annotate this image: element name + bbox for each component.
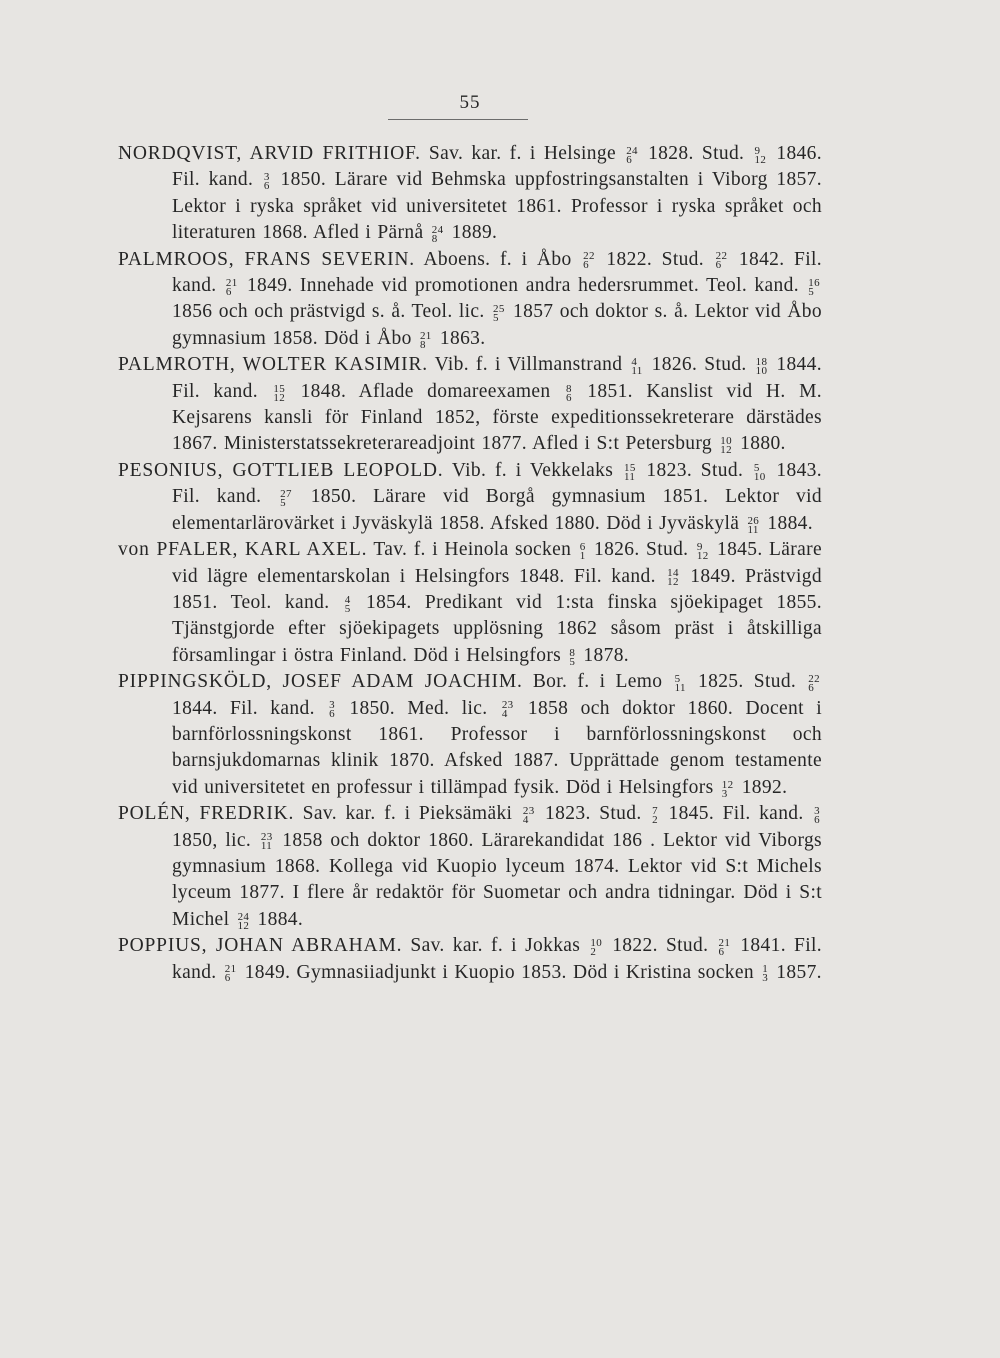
entry-name: PALMROTH, WOLTER KASIMIR.: [118, 354, 428, 376]
entry-text: 1850. Med. lic.: [337, 697, 500, 719]
date-month: 4: [522, 814, 529, 826]
date-fraction: [273, 382, 286, 404]
date-fraction: [590, 939, 602, 957]
date-fraction: [762, 965, 768, 983]
entry: [118, 247, 822, 353]
date-day: 7: [652, 805, 658, 817]
entry-text: 1850, lic.: [172, 829, 259, 851]
date-fraction: [667, 569, 679, 587]
date-fraction: [808, 672, 820, 694]
date-fraction: [502, 701, 514, 719]
date-month: 6: [626, 153, 633, 166]
date-day: 25: [492, 303, 505, 316]
page-number-rule: [388, 119, 528, 120]
entry-text: 1826. Stud.: [644, 354, 754, 376]
entry-text: 1823. Stud.: [637, 459, 752, 481]
date-day: 21: [225, 276, 238, 289]
date-month: 11: [747, 523, 759, 536]
date-fraction: [808, 276, 820, 298]
entry-text: 1841. Fil. kand.: [172, 935, 822, 983]
date-fraction: [264, 173, 270, 191]
date-fraction: [696, 540, 709, 562]
date-day: 23: [260, 831, 273, 844]
entry-text: 1828. Stud.: [639, 143, 753, 164]
entry-text: 1856 och och prästvigd s. å. Teol. lic.: [172, 301, 491, 323]
entry-text: 1851. Kanslist vid H. M. Kejsarens kansli för Finland 1852, förste expeditionssekreterare därstädes 1867. Ministerstatssekreterareadjoint 1877. Afled i S:t Petersburg: [172, 380, 822, 455]
date-day: 12: [721, 778, 734, 791]
date-fraction: [579, 540, 586, 562]
entry-text: 1842. Fil. kand.: [172, 248, 823, 297]
entry-text: 1825. Stud.: [687, 671, 807, 693]
date-fraction: [523, 807, 535, 825]
date-fraction: [716, 252, 728, 270]
date-month: 11: [623, 470, 636, 483]
date-month: 8: [419, 338, 426, 351]
date-month: 12: [696, 549, 709, 562]
date-day: 9: [696, 540, 703, 553]
date-month: 8: [431, 233, 438, 246]
entry-text: Aboens. f. i Åbo: [415, 248, 582, 270]
date-month: 12: [237, 919, 250, 932]
entry-list: [118, 141, 822, 986]
entry-text: 1892.: [735, 776, 788, 798]
entry-text: 1849. Prästvigd 1851. Teol. kand.: [172, 565, 822, 613]
entry-text: Tav. f. i Heinola socken: [367, 539, 578, 561]
date-month: 6: [225, 285, 232, 298]
date-month: 6: [718, 946, 725, 959]
date-day: 5: [674, 672, 681, 685]
date-day: 24: [626, 144, 638, 157]
date-month: 12: [667, 576, 679, 589]
entry: [118, 933, 822, 986]
entry-name: PESONIUS, GOTTLIEB LEOPOLD.: [118, 459, 444, 481]
date-fraction: [493, 305, 505, 323]
date-month: 5: [344, 602, 351, 615]
entry: [118, 801, 822, 933]
date-month: 12: [273, 391, 286, 404]
date-day: 5: [753, 461, 760, 474]
date-day: 4: [344, 593, 351, 606]
entry-text: 1857 och doktor s. å. Lektor vid Åbo gymnasium 1858. Död i Åbo: [172, 301, 822, 349]
entry-name: NORDQVIST, ARVID FRITHIOF.: [118, 143, 421, 164]
date-day: 22: [715, 250, 728, 263]
entry-text: 1846. Fil. kand.: [172, 143, 822, 191]
entry-text: Sav. kar. f. i Helsinge: [420, 143, 625, 164]
date-fraction: [583, 252, 595, 270]
entry: [118, 537, 822, 669]
date-month: 6: [565, 391, 572, 404]
date-day: 23: [501, 699, 514, 712]
date-day: 15: [623, 461, 636, 474]
date-month: 12: [720, 444, 732, 457]
date-month: 3: [721, 787, 728, 800]
date-month: 3: [762, 972, 769, 985]
entry-text: 1884.: [761, 512, 814, 534]
date-day: 21: [224, 963, 237, 976]
date-fraction: [225, 965, 237, 983]
date-fraction: [674, 672, 686, 694]
date-day: 10: [590, 937, 603, 950]
date-fraction: [754, 144, 767, 166]
date-fraction: [329, 701, 335, 719]
entry-text: 1845. Lärare vid lägre elementarskolan i Helsingfors 1848. Fil. kand.: [172, 539, 822, 587]
entry-name: von PFALER, KARL AXEL.: [118, 539, 368, 561]
date-fraction: [565, 382, 572, 404]
entry: [118, 458, 822, 537]
entry-name: POLÉN, FREDRIK.: [118, 803, 295, 825]
date-month: 5: [280, 497, 287, 510]
date-day: 23: [522, 805, 535, 817]
date-day: 21: [718, 937, 731, 950]
date-day: 24: [431, 224, 444, 237]
date-day: 22: [583, 250, 595, 263]
date-month: 12: [754, 153, 767, 166]
entry-text: 1822. Stud.: [596, 248, 714, 270]
entry-text: Bor. f. i Lemo: [522, 671, 673, 693]
entry-text: 1858 och doktor 1860. Docent i barnförlossningskonst 1861. Professor i barnförlossningskonst och barnsjukdomarnas klinik 1870. Afsked 1887. Upprättade genom testamente vid universitetet en professur i tillämpad fysik. Död i Helsingfors: [172, 697, 822, 798]
date-month: 5: [492, 312, 499, 325]
date-fraction: [631, 358, 642, 376]
date-day: 8: [565, 382, 572, 395]
entry-text: 1863.: [433, 327, 486, 349]
date-day: 16: [808, 276, 820, 289]
date-month: 6: [814, 814, 820, 826]
entry: [118, 141, 822, 247]
entry-text: 1822. Stud.: [604, 935, 717, 957]
entry: [118, 669, 822, 801]
date-day: 4: [631, 356, 638, 369]
entry-text: 1844. Fil. kand.: [172, 697, 328, 719]
date-month: 11: [260, 840, 273, 853]
date-month: 6: [583, 259, 590, 272]
date-fraction: [569, 646, 576, 668]
date-month: 2: [652, 814, 658, 826]
date-month: 5: [569, 655, 576, 668]
date-day: 3: [263, 171, 270, 184]
entry-text: 1878.: [577, 644, 630, 666]
entry-text: Sav. kar. f. i Jokkas: [402, 935, 589, 957]
date-month: 2: [590, 946, 597, 959]
date-day: 1: [762, 963, 769, 976]
date-month: 6: [715, 259, 722, 272]
date-fraction: [237, 910, 250, 932]
entry-name: PIPPINGSKÖLD, JOSEF ADAM JOACHIM.: [118, 671, 523, 693]
date-fraction: [721, 778, 734, 800]
date-fraction: [747, 514, 760, 536]
date-fraction: [756, 358, 768, 376]
date-day: 14: [667, 567, 679, 580]
date-fraction: [623, 461, 636, 483]
date-day: 24: [237, 910, 250, 923]
date-fraction: [261, 833, 273, 851]
date-fraction: [432, 226, 444, 244]
date-month: 4: [501, 708, 508, 721]
entry-text: 1850. Lärare vid Borgå gymnasium 1851. Lektor vid elementarlärovärket i Jyväskylä 1858. Afsked 1880. Död i Jyväskylä: [172, 486, 823, 534]
entry-text: 1880.: [733, 433, 786, 455]
entry-text: 1844. Fil. kand.: [172, 354, 822, 402]
date-month: 6: [263, 180, 270, 193]
date-day: 18: [755, 356, 768, 369]
date-day: 26: [747, 514, 760, 527]
date-fraction: [626, 144, 638, 166]
entry-text: 1848. Aflade domareexamen: [287, 380, 564, 402]
date-month: 10: [753, 470, 766, 483]
entry-text: Vib. f. i Vekkelaks: [443, 459, 622, 481]
date-day: 8: [569, 646, 576, 659]
date-fraction: [280, 490, 292, 508]
date-day: 3: [814, 805, 820, 817]
date-fraction: [718, 939, 730, 957]
date-fraction: [225, 276, 238, 298]
entry-name: POPPIUS, JOHAN ABRAHAM.: [118, 935, 403, 957]
date-day: 21: [419, 329, 432, 342]
date-day: 3: [329, 699, 336, 712]
date-fraction: [652, 807, 658, 825]
date-fraction: [419, 329, 432, 351]
date-fraction: [720, 437, 732, 455]
date-month: 11: [674, 681, 686, 694]
entry-text: 1849. Innehade vid promotionen andra hedersrummet. Teol. kand.: [239, 275, 807, 297]
entry-text: 1850. Lärare vid Behmska uppfostringsanstalten i Viborg 1857. Lektor i ryska språket vid universitetet 1861. Professor i ryska språket och literaturen 1868. Afled i Pärnå: [172, 169, 822, 244]
date-fraction: [344, 593, 351, 615]
date-month: 6: [808, 681, 815, 694]
date-month: 1: [579, 549, 586, 562]
entry: [118, 352, 822, 458]
entry-text: 1849. Gymnasiiadjunkt i Kuopio 1853. Död i Kristina socken: [238, 961, 761, 983]
date-day: 15: [273, 382, 286, 395]
entry-text: 1823. Stud.: [536, 803, 651, 825]
date-day: 22: [808, 672, 820, 685]
entry-text: Vib. f. i Villmanstrand: [427, 354, 630, 376]
date-month: 6: [224, 972, 231, 985]
entry-name: PALMROOS, FRANS SEVERIN.: [118, 248, 415, 270]
date-day: 27: [280, 488, 292, 501]
entry-text: 1857.: [770, 961, 822, 983]
date-fraction: [814, 807, 820, 825]
date-month: 11: [631, 365, 643, 378]
entry-text: 1884.: [251, 908, 304, 930]
entry-text: 1858 och doktor 1860. Lärarekandidat 186 . Lektor vid Viborgs gymnasium 1868. Kollega vid Kuopio lyceum 1874. Lektor vid S:t Michels lyceum 1877. I flere år redaktör för Suometar och andra tidningar. Död i S:t Michel: [172, 829, 822, 930]
date-month: 5: [808, 285, 815, 298]
date-day: 10: [720, 435, 732, 448]
entry-text: Sav. kar. f. i Pieksämäki: [294, 803, 521, 825]
entry-text: 1889.: [445, 222, 498, 244]
entry-text: 1854. Predikant vid 1:sta finska sjöekipaget 1855. Tjänstgjorde efter sjöekipagets upplösning 1862 såsom präst i åtskilliga församlingar i östra Finland. Död i Helsingfors: [172, 591, 822, 666]
entry-text: 1843. Fil. kand.: [172, 459, 822, 508]
date-fraction: [753, 461, 766, 483]
date-day: 6: [579, 540, 586, 553]
entry-text: 1845. Fil. kand.: [659, 803, 813, 825]
date-day: 9: [754, 144, 761, 157]
page-number: 55: [459, 92, 481, 113]
date-month: 6: [329, 708, 336, 721]
entry-text: 1826. Stud.: [587, 539, 695, 561]
date-month: 10: [755, 365, 768, 378]
